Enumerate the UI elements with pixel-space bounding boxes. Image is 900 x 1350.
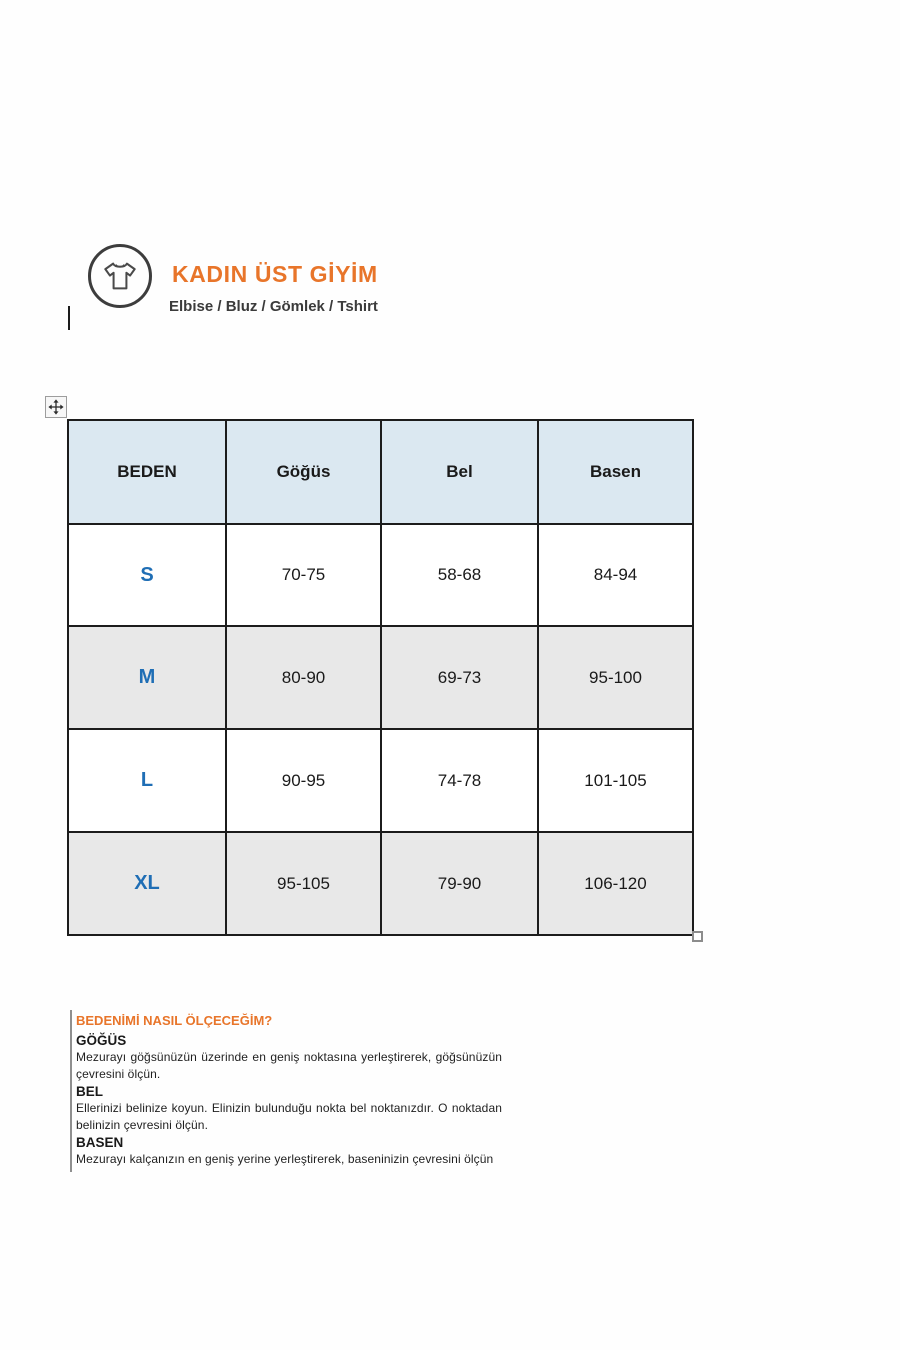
table-move-handle[interactable] (45, 396, 67, 418)
guide-heading-bel: BEL (76, 1084, 103, 1099)
guide-text-bel: Ellerinizi belinize koyun. Elinizin bulunduğu nokta bel noktanızdır. O noktadan belinizin çevresini ölçün. (76, 1101, 502, 1132)
chest-range: 90-95 (226, 729, 381, 832)
size-label: L (68, 729, 226, 832)
column-header-gogus: Göğüs (226, 420, 381, 524)
tshirt-icon-glyph (98, 254, 142, 298)
size-label: S (68, 524, 226, 626)
size-chart-table (67, 419, 694, 936)
size-label: M (68, 626, 226, 729)
guide-title: BEDENİMİ NASIL ÖLÇECEĞİM? (76, 1013, 273, 1028)
chest-range: 80-90 (226, 626, 381, 729)
table-header-row (68, 420, 693, 524)
table-row-size-xl (68, 832, 693, 935)
table-row-size-l (68, 729, 693, 832)
waist-range: 74-78 (381, 729, 538, 832)
hip-range: 106-120 (538, 832, 693, 935)
measurement-guide (70, 1010, 502, 1172)
category-subtitle: Elbise / Bluz / Gömlek / Tshirt (169, 298, 378, 315)
move-arrows-icon (48, 399, 64, 415)
text-cursor (68, 306, 70, 330)
guide-heading-gogus: GÖĞÜS (76, 1033, 127, 1048)
chest-range: 95-105 (226, 832, 381, 935)
column-header-basen: Basen (538, 420, 693, 524)
size-label: XL (68, 832, 226, 935)
guide-text-basen: Mezurayı kalçanızın en geniş yerine yerleştirerek, baseninizin çevresini ölçün (76, 1152, 494, 1166)
waist-range: 58-68 (381, 524, 538, 626)
waist-range: 79-90 (381, 832, 538, 935)
waist-range: 69-73 (381, 626, 538, 729)
category-title: KADIN ÜST GİYİM (172, 261, 378, 287)
hip-range: 84-94 (538, 524, 693, 626)
guide-text-gogus: Mezurayı göğsünüzün üzerinde en geniş noktasına yerleştirerek, göğsünüzün çevresini ölçün. (76, 1050, 502, 1081)
chest-range: 70-75 (226, 524, 381, 626)
table-resize-handle[interactable] (692, 931, 703, 942)
guide-heading-basen: BASEN (76, 1135, 124, 1150)
tshirt-icon (88, 244, 152, 308)
hip-range: 101-105 (538, 729, 693, 832)
table-row-size-m (68, 626, 693, 729)
column-header-beden: BEDEN (68, 420, 226, 524)
table-row-size-s (68, 524, 693, 626)
column-header-bel: Bel (381, 420, 538, 524)
hip-range: 95-100 (538, 626, 693, 729)
